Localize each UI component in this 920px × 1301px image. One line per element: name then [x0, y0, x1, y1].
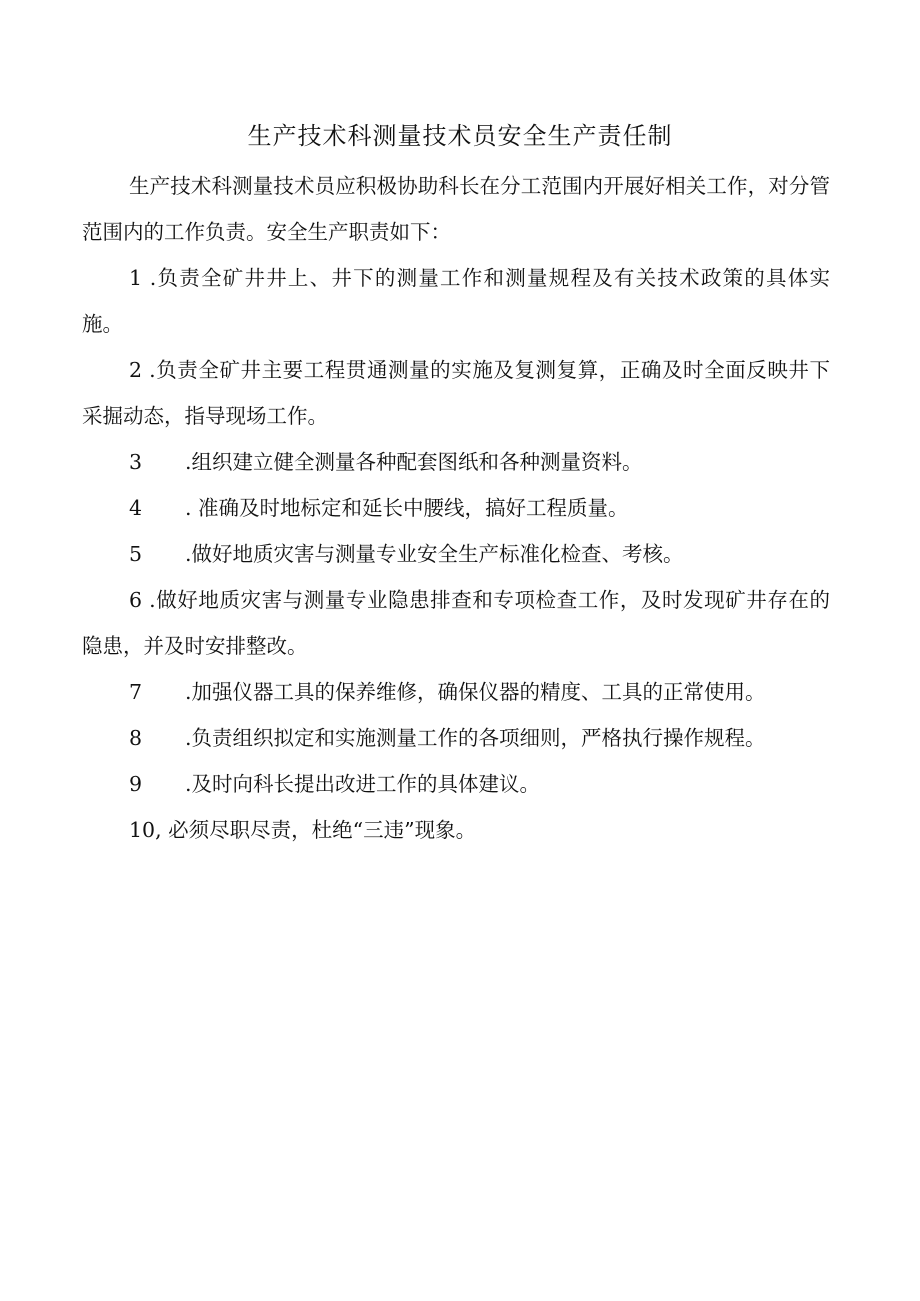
list-item-6: 6 .做好地质灾害与测量专业隐患排查和专项检查工作，及时发现矿井存在的隐患，并及时安排整改。: [82, 588, 830, 658]
item-number: 7: [129, 680, 143, 704]
item-number: 3: [129, 450, 143, 474]
item-number: 8: [129, 726, 143, 750]
intro-paragraph: 生产技术科测量技术员应积极协助科长在分工范围内开展好相关工作，对分管范围内的工作负责。安全生产职责如下：: [82, 174, 830, 244]
item-text: .加强仪器工具的保养维修，确保仪器的精度、工具的正常使用。: [185, 680, 766, 704]
list-item-10: 10, 必须尽职尽责，杜绝“三违”现象。: [129, 818, 477, 842]
item-number: 5: [129, 542, 143, 566]
document-title: 生产技术科测量技术员安全生产责任制: [247, 122, 673, 150]
item-text: . 准确及时地标定和延长中腰线，搞好工程质量。: [185, 496, 629, 520]
list-item-1: 1 .负责全矿井井上、井下的测量工作和测量规程及有关技术政策的具体实施。: [82, 266, 830, 336]
item-number: 4: [129, 496, 143, 520]
item-text: .负责组织拟定和实施测量工作的各项细则，严格执行操作规程。: [185, 726, 766, 750]
item-number: 9: [129, 772, 143, 796]
item-text: .组织建立健全测量各种配套图纸和各种测量资料。: [185, 450, 643, 474]
item-text: .做好地质灾害与测量专业安全生产标准化检查、考核。: [185, 542, 684, 566]
item-text: .及时向科长提出改进工作的具体建议。: [185, 772, 541, 796]
list-item-2: 2 .负责全矿井主要工程贯通测量的实施及复测复算，正确及时全面反映井下采掘动态，指导现场工作。: [82, 358, 830, 428]
